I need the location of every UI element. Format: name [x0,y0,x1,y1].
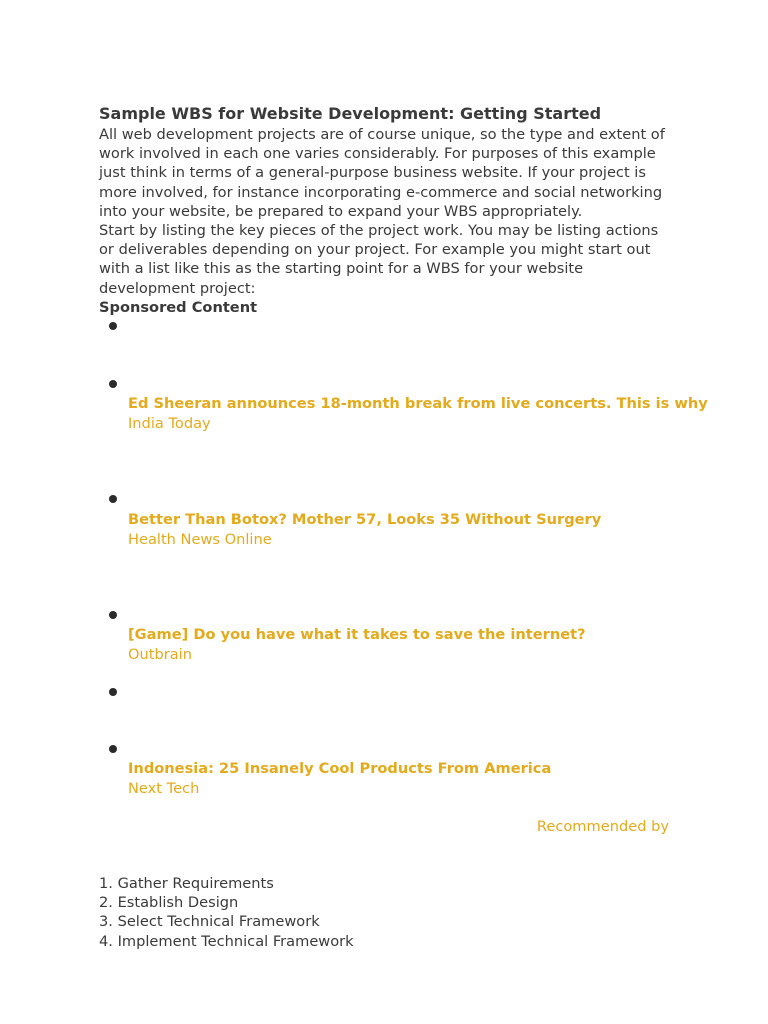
sponsored-item[interactable] [128,625,688,664]
sponsored-content-label: Sponsored Content [99,298,258,316]
bullet-empty-2 [109,688,117,696]
sponsored-item-title[interactable]: Ed Sheeran announces 18-month break from live concerts. This is why [128,395,708,412]
bullet-ad-1 [109,380,117,388]
wbs-steps-list [99,874,354,951]
bullet-empty-1 [109,322,117,330]
intro-paragraph: All web development projects are of course unique, so the type and extent of work involved in each one varies considerably. For purposes of this example just think in terms of a general-purpose business website. If your project is more involved, for instance incorporating e-commerce and social networking into your website, be prepared to expand your WBS appropriately. [99,126,665,220]
sponsored-item-title[interactable]: Indonesia: 25 Insanely Cool Products From America [128,760,552,777]
sponsored-item[interactable] [128,510,688,549]
article-body [99,103,671,317]
sponsored-item-title[interactable]: [Game] Do you have what it takes to save the internet? [128,626,586,643]
list-item: 1. Gather Requirements [99,875,274,892]
list-item: 2. Establish Design [99,894,239,912]
article-title: Sample WBS for Website Development: Getting Started [99,104,602,123]
sponsored-item-source[interactable]: Next Tech [128,779,200,797]
list-item: 3. Select Technical Framework [99,913,320,931]
bullet-ad-4 [109,745,117,753]
sponsored-item[interactable] [128,394,708,433]
bullet-ad-2 [109,495,117,503]
recommended-by-link[interactable]: Recommended by [536,818,669,835]
sponsored-item[interactable] [128,759,688,798]
sponsored-item-title[interactable]: Better Than Botox? Mother 57, Looks 35 Without Surgery [128,511,602,528]
list-item: 4. Implement Technical Framework [99,932,354,950]
sponsored-item-source[interactable]: Outbrain [128,645,192,663]
sponsored-item-source[interactable]: Health News Online [128,530,272,548]
sponsored-item-source[interactable]: India Today [128,414,211,432]
list-intro-paragraph: Start by listing the key pieces of the project work. You may be listing actions or deliverables depending on your project. For example you might start out with a list like this as the starting point for a WBS for your website development project: [99,222,659,297]
bullet-ad-3 [109,611,117,619]
